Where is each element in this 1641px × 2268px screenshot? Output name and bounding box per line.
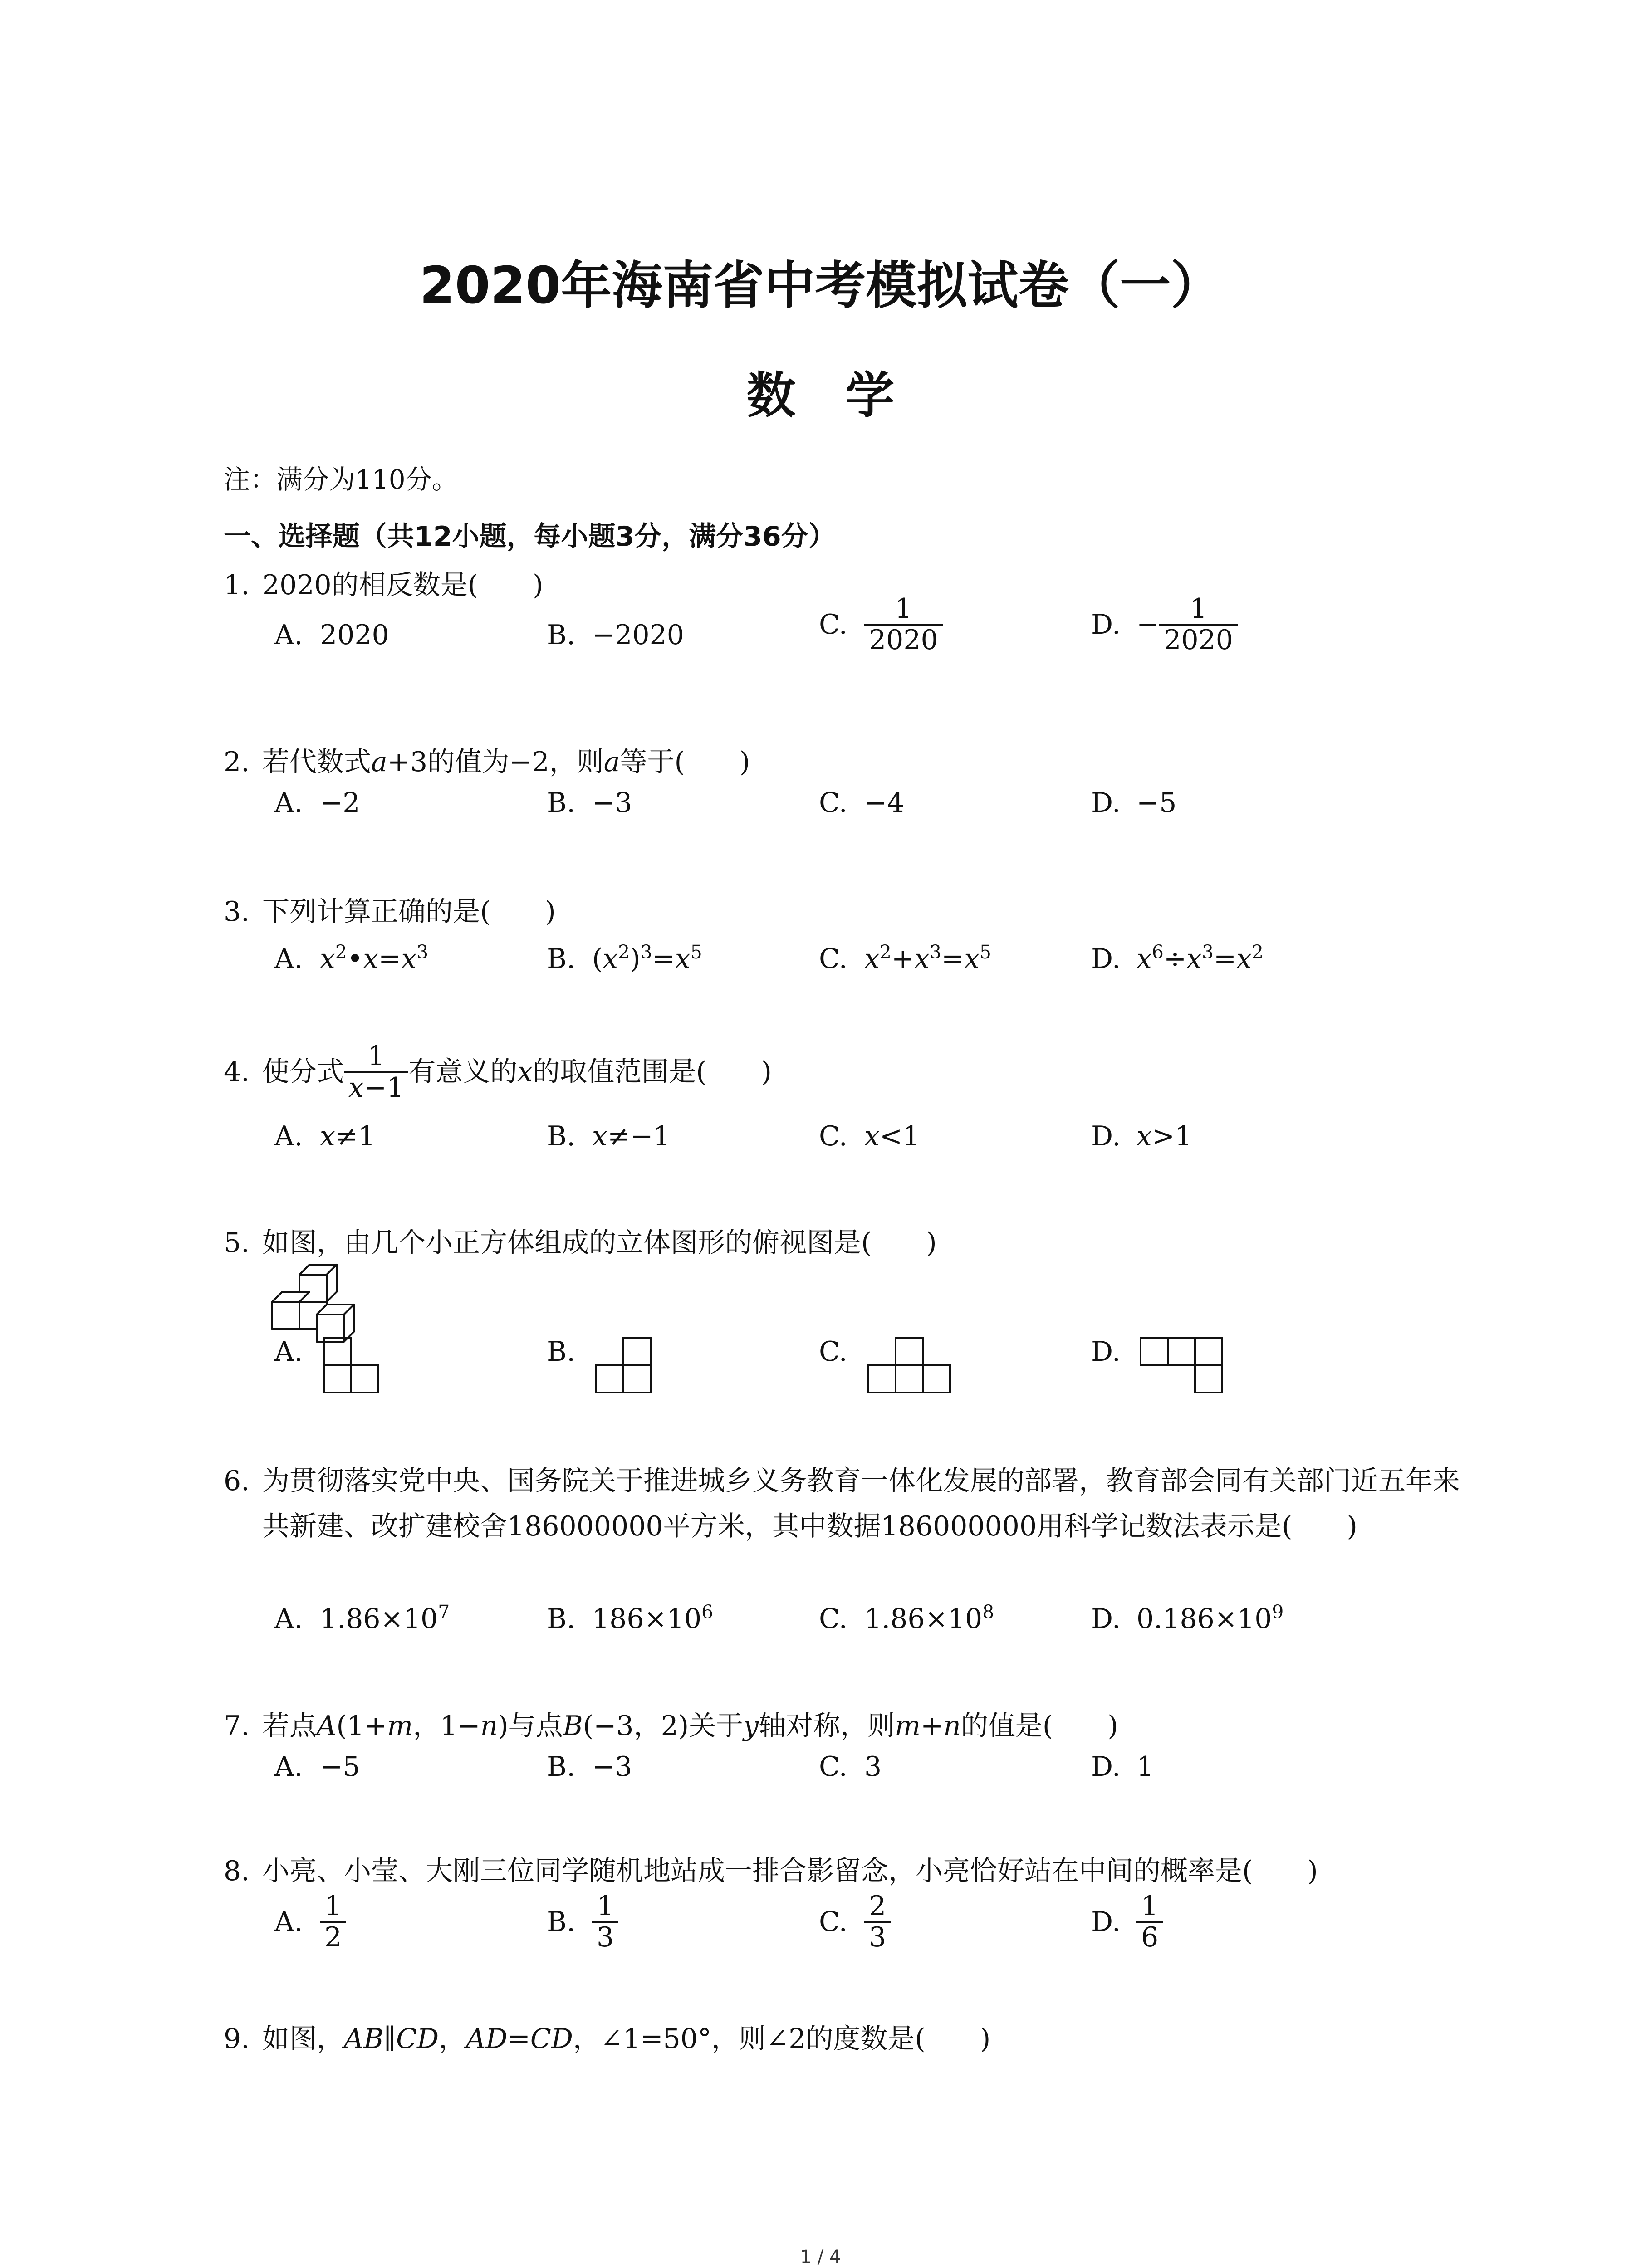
fraction: $\frac{1}{2020}$ [1159, 594, 1238, 655]
option-b: B. $186\times 10^6$ [547, 1601, 714, 1635]
option-a: A. $1.86\times 10^7$ [274, 1601, 450, 1635]
option-b: B. [547, 1336, 576, 1368]
option-c: C. $1.86\times 10^8$ [819, 1601, 994, 1635]
option-d: D. $x^6\div x^3=x^2$ [1091, 941, 1264, 975]
option-d: D. [1091, 1336, 1121, 1368]
option-a: A. 2020 [274, 619, 389, 651]
option-a: A. −5 [274, 1751, 360, 1783]
fraction: $\frac{1}{3}$ [592, 1892, 618, 1952]
fraction: $\frac{2}{3}$ [864, 1892, 891, 1952]
top-view-b [595, 1337, 654, 1396]
question-1: 1. 2020的相反数是( ) [224, 562, 1471, 608]
option-c: C. 3 [819, 1751, 882, 1783]
option-a: A. $\frac{1}{2}$ [274, 1892, 346, 1952]
question-number: 1. [224, 569, 250, 601]
option-b: B. x≠−1 [547, 1120, 671, 1152]
score-note: 注：满分为110分。 [224, 464, 458, 495]
question-4: 4. 使分式 $\frac{1}{x-1}$ 有意义的x的取值范围是( ) [224, 1040, 772, 1104]
option-c: C. $\frac{1}{2020}$ [819, 594, 943, 655]
subject-title: 数学 [746, 367, 945, 424]
option-d: D. $\frac{1}{6}$ [1091, 1892, 1163, 1952]
option-a: A. $x^2•x=x^3$ [274, 941, 429, 975]
option-c: C. $\frac{2}{3}$ [819, 1892, 891, 1952]
section-heading: 一、选择题（共12小题，每小题3分，满分36分） [224, 521, 836, 552]
fraction: $\frac{1}{2020}$ [864, 594, 943, 655]
option-a: A. −2 [274, 787, 360, 819]
question-3: 3. 下列计算正确的是( ) [224, 896, 556, 928]
option-d: D. x>1 [1091, 1120, 1192, 1152]
option-b: B. −3 [547, 1751, 632, 1783]
question-8: 8. 小亮、小莹、大刚三位同学随机地站成一排合影留念，小亮恰好站在中间的概率是( ) [224, 1855, 1318, 1887]
option-c: C. $x^2+x^3=x^5$ [819, 941, 991, 975]
question-6: 6. 为贯彻落实党中央、国务院关于推进城乡义务教育一体化发展的部署，教育部会同有关部门近五年来共新建、改扩建校舍186000000平方米，其中数据186000000用科学记数法表示是( ) [224, 1465, 1460, 1542]
question-7: 7. 若点A(1+m，1−n)与点B(−3，2)关于y轴对称，则m+n的值是( ) [224, 1710, 1118, 1742]
option-c: C. x<1 [819, 1120, 920, 1152]
exam-title: 2020年海南省中考模拟试卷（一） [419, 256, 1222, 315]
fraction: $\frac{1}{2}$ [320, 1892, 346, 1952]
option-a: A. [274, 1336, 303, 1368]
option-d: D. −5 [1091, 787, 1177, 819]
question-stem: 2020的相反数是( [262, 569, 479, 601]
question-5: 5. 如图，由几个小正方体组成的立体图形的俯视图是( ) [224, 1227, 937, 1259]
option-d: D. 1 [1091, 1751, 1154, 1783]
option-c: C. −4 [819, 787, 905, 819]
cube-solid-figure [268, 1261, 372, 1343]
option-b: B. $\frac{1}{3}$ [547, 1892, 618, 1952]
option-b: B. −3 [547, 787, 632, 819]
option-b: B. −2020 [547, 619, 684, 651]
top-view-a [323, 1337, 382, 1396]
question-9: 9. 如图，AB∥CD，AD=CD，∠1=50°，则∠2的度数是( ) [224, 2023, 991, 2055]
option-a: A. x≠1 [274, 1120, 376, 1152]
option-d: D. − $\frac{1}{2020}$ [1091, 594, 1238, 655]
option-c: C. [819, 1336, 847, 1368]
fraction: $\frac{1}{x-1}$ [344, 1041, 408, 1103]
fraction: $\frac{1}{6}$ [1136, 1892, 1163, 1952]
top-view-d [1140, 1337, 1226, 1396]
top-view-c [867, 1337, 954, 1396]
option-d: D. $0.186\times 10^9$ [1091, 1601, 1284, 1635]
question-2: 2. 若代数式a+3的值为−2，则a等于( ) [224, 746, 750, 778]
option-b: B. $(x^2)^3=x^5$ [547, 941, 702, 975]
page-number: 1 / 4 [800, 2247, 841, 2268]
